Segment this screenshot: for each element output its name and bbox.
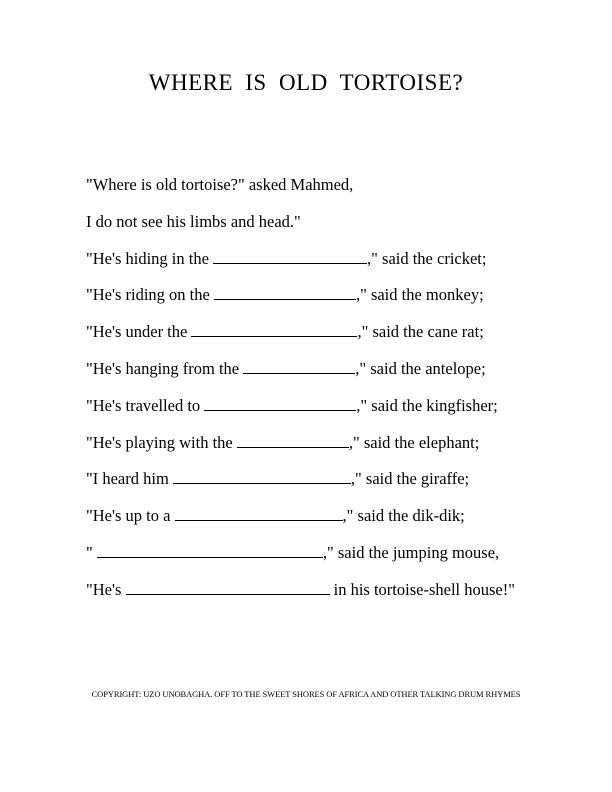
line-text: ," said the antelope; [355,358,486,378]
poem-line-1 [86,174,586,211]
fill-in-blank[interactable] [237,433,349,448]
poem [86,174,586,616]
line-text: ," said the kingfisher; [356,395,498,415]
line-text: ," said the elephant; [348,432,480,452]
line-text: in his tortoise-shell house!" [329,579,515,599]
line-text: "He's [86,579,126,599]
line-text: ," said the cane rat; [357,322,484,342]
fill-in-blank[interactable] [175,506,343,521]
line-text: ," said the jumping mouse, [322,542,500,562]
poem-line-6 [86,358,586,395]
line-text: "He's under the [86,322,192,342]
line-text: I do not see his limbs and head." [86,211,301,231]
fill-in-blank[interactable] [126,580,330,595]
fill-in-blank[interactable] [204,396,356,411]
line-text: " [86,542,97,562]
fill-in-blank[interactable] [97,543,323,558]
poem-line-9 [86,468,586,505]
poem-line-4 [86,284,586,321]
poem-line-2 [86,211,586,248]
poem-line-12 [86,579,586,616]
line-text: "He's riding on the [86,285,214,305]
poem-line-5 [86,321,586,358]
fill-in-blank[interactable] [173,469,351,484]
fill-in-blank[interactable] [243,359,355,374]
fill-in-blank[interactable] [191,322,357,337]
line-text: "He's hiding in the [86,248,214,268]
line-text: "He's playing with the [86,432,237,452]
poem-line-3 [86,248,586,285]
fill-in-blank[interactable] [213,249,367,264]
poem-line-8 [86,432,586,469]
line-text: ," said the giraffe; [350,469,470,489]
line-text: "He's up to a [86,506,175,526]
line-text: "Where is old tortoise?" asked Mahmed, [86,175,354,194]
poem-line-7 [86,395,586,432]
line-text: ," said the monkey; [355,285,484,305]
page-title: WHERE IS OLD TORTOISE? [148,70,464,95]
line-text: "He's hanging from the [86,358,244,378]
poem-line-10 [86,505,586,542]
fill-in-blank[interactable] [214,285,356,300]
line-text: ," said the dik-dik; [342,506,465,526]
line-text: "I heard him [86,469,173,489]
line-text: ," said the cricket; [367,248,487,268]
poem-line-11 [86,542,586,579]
line-text: "He's travelled to [86,395,205,415]
copyright-notice: COPYRIGHT: UZO UNOBAGHA. OFF TO THE SWEET SHORES OF AFRICA AND OTHER TALKING DRUM RHYMES [91,689,521,699]
